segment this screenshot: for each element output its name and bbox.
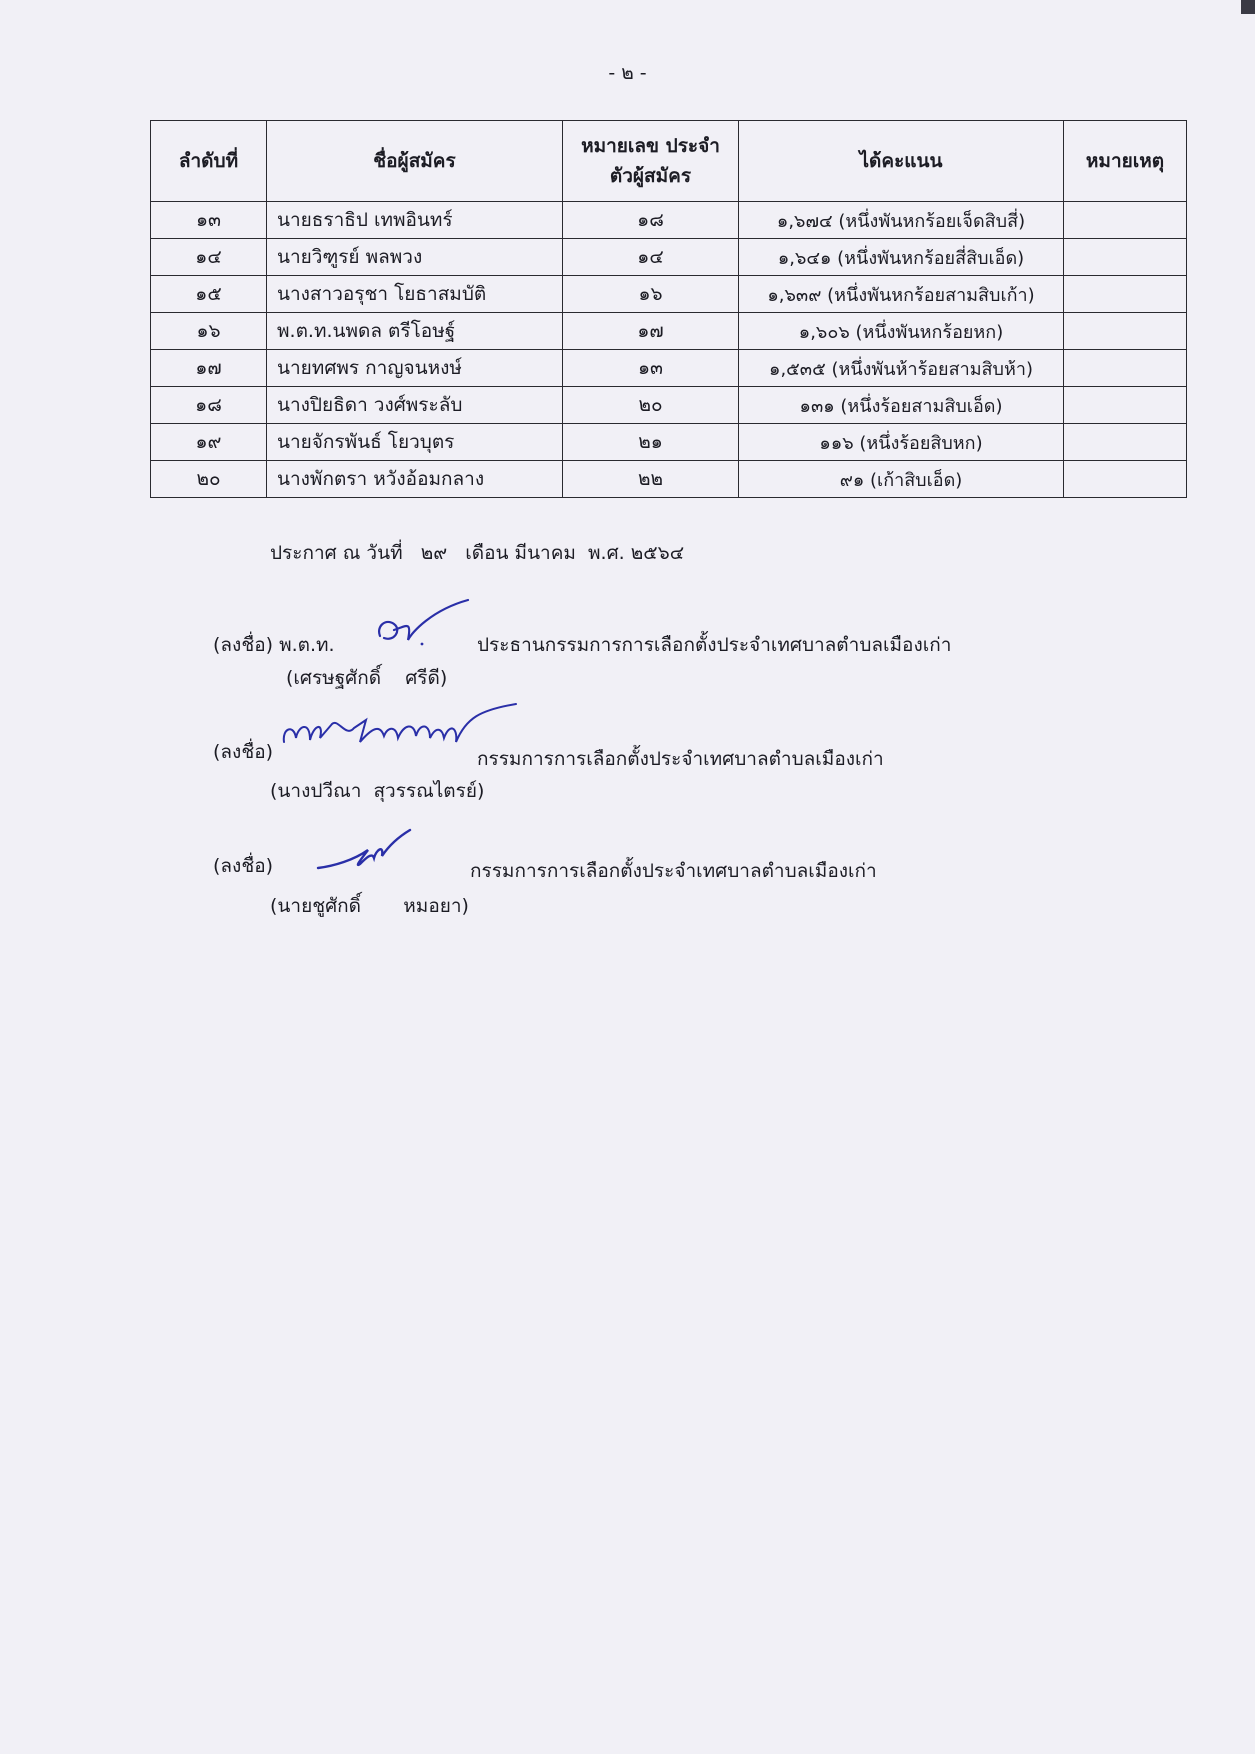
cell-name: นางพักตรา หวังอ้อมกลาง — [267, 461, 563, 498]
cell-number: ๑๓ — [563, 350, 739, 387]
signature-3-mark — [314, 828, 414, 878]
header-number-label: หมายเลข ประจำตัวผู้สมัคร — [581, 135, 720, 187]
cell-no: ๑๔ — [151, 239, 267, 276]
signature-3-name: (นายชูศักดิ์ หมอยา) — [270, 895, 469, 917]
signature-1-position: ประธานกรรมการการเลือกตั้งประจำเทศบาลตำบลเมืองเก่า — [477, 634, 952, 656]
header-score: ได้คะแนน — [739, 121, 1064, 202]
cell-name: นายวิฑูรย์ พลพวง — [267, 239, 563, 276]
table-header-row — [151, 121, 1187, 202]
cell-remark — [1064, 276, 1187, 313]
cell-score: ๑,๖๔๑ (หนึ่งพันหกร้อยสี่สิบเอ็ด) — [739, 239, 1064, 276]
cell-number: ๑๔ — [563, 239, 739, 276]
cell-no: ๑๓ — [151, 202, 267, 239]
cell-remark — [1064, 461, 1187, 498]
signature-1-prefix: (ลงชื่อ) พ.ต.ท. — [213, 634, 335, 656]
scan-corner-mark — [1241, 0, 1255, 14]
cell-score: ๑,๖๗๔ (หนึ่งพันหกร้อยเจ็ดสิบสี่) — [739, 202, 1064, 239]
cell-name: นายธราธิป เทพอินทร์ — [267, 202, 563, 239]
announcement-date: ประกาศ ณ วันที่ ๒๙ เดือน มีนาคม พ.ศ. ๒๕๖๔ — [270, 542, 685, 564]
cell-no: ๑๕ — [151, 276, 267, 313]
signature-2-position: กรรมการการเลือกตั้งประจำเทศบาลตำบลเมืองเก่า — [477, 748, 884, 770]
election-results-table — [150, 120, 1187, 498]
table-row — [151, 350, 1187, 387]
cell-number: ๑๗ — [563, 313, 739, 350]
signature-3-prefix: (ลงชื่อ) — [213, 855, 274, 877]
signature-2-prefix: (ลงชื่อ) — [213, 741, 274, 763]
cell-no: ๒๐ — [151, 461, 267, 498]
page-number: - ๒ - — [608, 62, 647, 84]
cell-remark — [1064, 202, 1187, 239]
cell-remark — [1064, 387, 1187, 424]
cell-score: ๑,๖๓๙ (หนึ่งพันหกร้อยสามสิบเก้า) — [739, 276, 1064, 313]
table-row — [151, 313, 1187, 350]
cell-score: ๑,๖๐๖ (หนึ่งพันหกร้อยหก) — [739, 313, 1064, 350]
cell-no: ๑๖ — [151, 313, 267, 350]
cell-score: ๑,๕๓๕ (หนึ่งพันห้าร้อยสามสิบห้า) — [739, 350, 1064, 387]
cell-no: ๑๙ — [151, 424, 267, 461]
cell-name: นางสาวอรุชา โยธาสมบัติ — [267, 276, 563, 313]
cell-number: ๑๘ — [563, 202, 739, 239]
signature-2-name: (นางปวีณา สุวรรณไตรย์) — [270, 780, 485, 802]
cell-no: ๑๘ — [151, 387, 267, 424]
table-row — [151, 387, 1187, 424]
header-number — [563, 121, 739, 202]
signature-3-position: กรรมการการเลือกตั้งประจำเทศบาลตำบลเมืองเก่า — [470, 860, 877, 882]
table-row — [151, 461, 1187, 498]
cell-name: นายทศพร กาญจนหงษ์ — [267, 350, 563, 387]
table-row — [151, 424, 1187, 461]
cell-remark — [1064, 424, 1187, 461]
cell-number: ๒๒ — [563, 461, 739, 498]
cell-remark — [1064, 350, 1187, 387]
signature-1-mark — [372, 596, 472, 656]
table-row — [151, 276, 1187, 313]
cell-remark — [1064, 239, 1187, 276]
cell-name: พ.ต.ท.นพดล ตรีโอษฐ์ — [267, 313, 563, 350]
table-row — [151, 202, 1187, 239]
header-remark: หมายเหตุ — [1064, 121, 1187, 202]
cell-number: ๒๐ — [563, 387, 739, 424]
header-no: ลำดับที่ — [151, 121, 267, 202]
header-name: ชื่อผู้สมัคร — [267, 121, 563, 202]
cell-score: ๑๑๖ (หนึ่งร้อยสิบหก) — [739, 424, 1064, 461]
cell-name: นายจักรพันธ์ โยวบุตร — [267, 424, 563, 461]
cell-remark — [1064, 313, 1187, 350]
cell-score: ๙๑ (เก้าสิบเอ็ด) — [739, 461, 1064, 498]
cell-number: ๒๑ — [563, 424, 739, 461]
table-row — [151, 239, 1187, 276]
cell-score: ๑๓๑ (หนึ่งร้อยสามสิบเอ็ด) — [739, 387, 1064, 424]
cell-name: นางปิยธิดา วงศ์พระลับ — [267, 387, 563, 424]
cell-number: ๑๖ — [563, 276, 739, 313]
cell-no: ๑๗ — [151, 350, 267, 387]
signature-1-name: (เศรษฐศักดิ์ ศรีดี) — [286, 667, 448, 689]
